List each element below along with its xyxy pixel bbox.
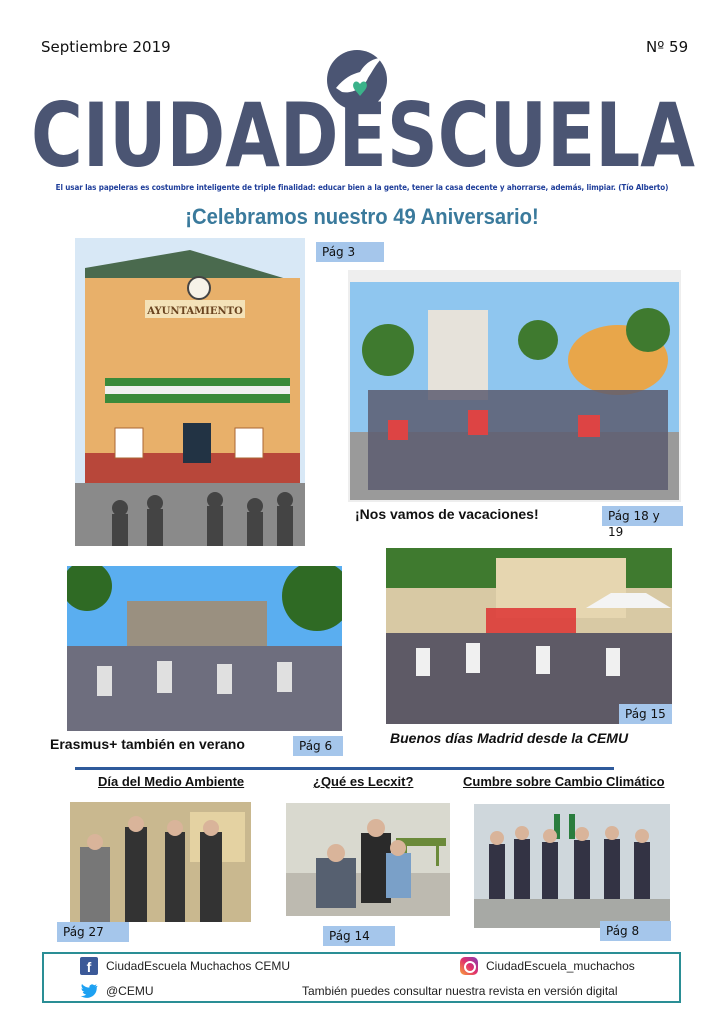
twitter-handle[interactable]: @CEMU <box>106 984 154 998</box>
caption-erasmus: Erasmus+ también en verano <box>50 736 245 752</box>
photo-cambio-climatico <box>474 804 670 928</box>
photo-madrid <box>386 548 672 724</box>
section-title-medio-ambiente: Día del Medio Ambiente <box>98 774 245 789</box>
brand-text: CIUDADESCUELA <box>31 96 695 176</box>
section-divider <box>75 767 614 770</box>
section-title-cambio-climatico: Cumbre sobre Cambio Climático <box>463 774 665 789</box>
facebook-icon[interactable]: f <box>80 957 98 975</box>
photo-erasmus <box>67 566 342 731</box>
caption-vacaciones: ¡Nos vamos de vacaciones! <box>355 506 539 522</box>
photo-ayuntamiento <box>75 238 305 546</box>
twitter-icon[interactable] <box>80 983 98 999</box>
masthead-title <box>28 96 698 176</box>
page-tag: Pág 8 <box>600 921 671 941</box>
svg-text:AYUNTAMIENTO: AYUNTAMIENTO <box>147 306 243 317</box>
page-tag: Pág 18 y 19 <box>602 506 683 526</box>
page-tag: Pág 27 <box>57 922 129 942</box>
issue-number: Nº 59 <box>646 38 689 56</box>
page-tag: Pág 6 <box>293 736 343 756</box>
motto: El usar las papeleras es costumbre inteligente de triple finalidad: educar bien a la gente, tener la casa decente y ahorrarse, además, limpiar. (Tío Alberto) <box>55 183 669 192</box>
photo-lecxit <box>286 803 450 916</box>
caption-madrid: Buenos días Madrid desde la CEMU <box>390 730 629 746</box>
page-tag: Pág 3 <box>316 242 384 262</box>
digital-edition-note: También puedes consultar nuestra revista en versión digital <box>302 984 618 998</box>
facebook-handle[interactable]: CiudadEscuela Muchachos CEMU <box>106 959 291 973</box>
page-tag: Pág 15 <box>619 704 672 724</box>
page-tag: Pág 14 <box>323 926 395 946</box>
main-headline: ¡Celebramos nuestro 49 Aniversario! <box>185 204 539 229</box>
issue-date: Septiembre 2019 <box>41 38 171 56</box>
instagram-handle[interactable]: CiudadEscuela_muchachos <box>486 959 635 973</box>
instagram-icon[interactable] <box>460 957 478 975</box>
section-title-lecxit: ¿Qué es Lecxit? <box>313 774 414 789</box>
photo-vacaciones <box>348 270 681 502</box>
photo-medio-ambiente <box>70 802 251 922</box>
